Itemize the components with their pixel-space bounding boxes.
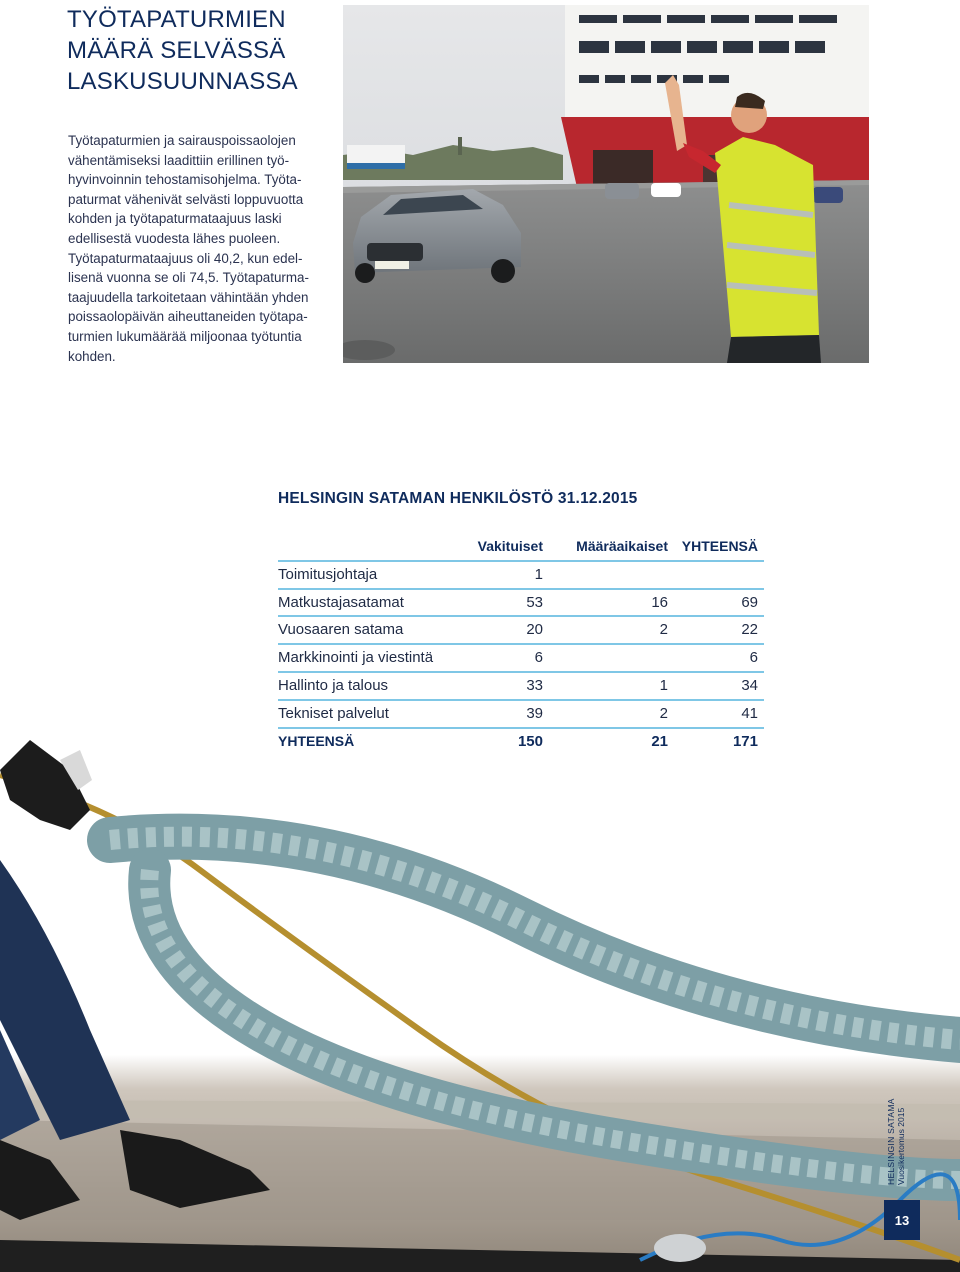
table-cell: YHTEENSÄ: [278, 732, 355, 749]
heading-line: LASKUSUUNNASSA: [67, 68, 298, 95]
body-line: Työtapaturmien ja sairauspoissaolojen: [68, 133, 296, 148]
section-heading: [67, 4, 337, 97]
table-cell: 171: [732, 732, 758, 750]
table-row: [278, 701, 764, 729]
table-cell: Tekniset palvelut: [278, 704, 389, 722]
table-row: [278, 590, 764, 618]
table-cell: Hallinto ja talous: [278, 676, 389, 694]
table-cell: 39: [526, 704, 543, 722]
table-cell: Toimitusjohtaja: [278, 565, 378, 583]
column-header: Määräaikaiset: [576, 538, 668, 554]
publication-label: [886, 1085, 916, 1185]
body-line: edellisestä vuodesta lähes puoleen.: [68, 230, 281, 246]
table-cell: 34: [741, 676, 758, 694]
table-row: [278, 673, 764, 701]
table-cell: 22: [741, 621, 758, 639]
table-cell: Matkustajasatamat: [278, 593, 404, 611]
heading-line: TYÖTAPATURMIEN: [67, 6, 286, 33]
body-line: vähentämiseksi laadittiin erillinen työ-: [68, 152, 290, 168]
table-cell: 21: [651, 732, 668, 750]
publisher-name: HELSINGIN SATAMA: [886, 1098, 896, 1185]
table-cell: 16: [651, 593, 668, 611]
table-cell: 53: [526, 593, 543, 611]
page-number: 13: [884, 1200, 920, 1240]
table-cell: 1: [659, 676, 668, 694]
body-line: kohden.: [68, 348, 116, 364]
table-row: [278, 645, 764, 673]
body-line: hyvinvoinnin tehostamisohjelma. Työta-: [68, 172, 302, 188]
table-cell: 33: [526, 676, 543, 694]
table-row: [278, 617, 764, 645]
table-cell: 2: [659, 621, 668, 639]
table-cell: 1: [534, 565, 543, 583]
body-line: turmien lukumäärää miljoonaa työtuntia: [68, 328, 302, 344]
table-cell: 150: [517, 732, 543, 750]
table-total-row: [278, 729, 764, 755]
staff-table: [278, 534, 764, 754]
heading-line: MÄÄRÄ SELVÄSSÄ: [67, 37, 286, 64]
body-line: taajuudella tarkoitetaan vähintään yhden: [68, 289, 309, 305]
table-cell: 6: [534, 649, 543, 667]
table-cell: 20: [526, 621, 543, 639]
body-line: poissaolopäivän aiheuttaneiden työtapa-: [68, 309, 308, 325]
body-paragraph: [68, 131, 326, 366]
table-row: [278, 562, 764, 590]
table-cell: 2: [659, 704, 668, 722]
table-cell: Markkinointi ja viestintä: [278, 649, 434, 667]
table-cell: 6: [749, 649, 758, 667]
table-header-row: [278, 534, 764, 562]
body-line: paturmat vähenivät selvästi loppuvuotta: [68, 191, 304, 207]
column-header: Vakituiset: [477, 538, 543, 554]
table-cell: Vuosaaren satama: [278, 621, 404, 639]
staff-table-title: HELSINGIN SATAMAN HENKILÖSTÖ 31.12.2015: [278, 490, 638, 507]
body-line: lisenä vuonna se oli 74,5. Työtapaturma-: [68, 270, 309, 286]
ferry-terminal-photo: [343, 5, 869, 363]
report-name: Vuosikertomus 2015: [896, 1107, 906, 1185]
column-header: YHTEENSÄ: [681, 538, 758, 554]
body-line: Työtapaturmataajuus oli 40,2, kun edel-: [68, 250, 303, 266]
table-cell: 69: [741, 593, 758, 611]
mooring-rope-photo: [0, 700, 960, 1272]
table-cell: 41: [741, 704, 758, 722]
body-line: kohden ja työtapaturmataajuus laski: [68, 211, 282, 227]
